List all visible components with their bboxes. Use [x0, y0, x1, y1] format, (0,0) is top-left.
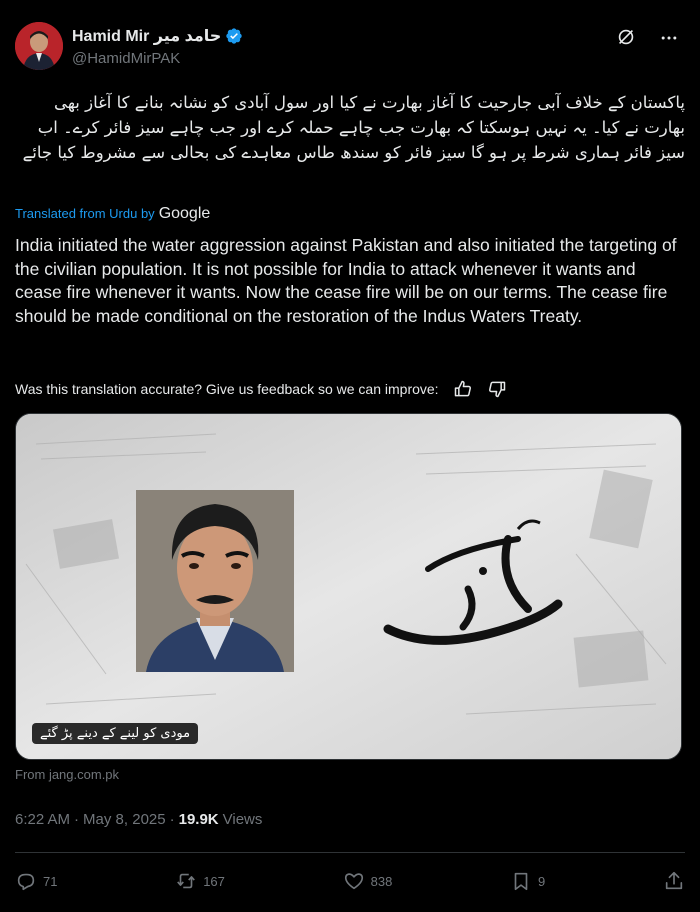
views-label: Views	[222, 811, 263, 828]
reply-icon	[15, 870, 37, 892]
avatar[interactable]	[15, 22, 63, 70]
tweet-time[interactable]: 6:22 AM	[15, 811, 71, 828]
share-button[interactable]	[663, 870, 685, 892]
bookmark-count: 9	[538, 873, 546, 889]
author-photo	[136, 490, 294, 672]
action-bar	[15, 866, 685, 896]
repost-count: 167	[203, 873, 225, 889]
tweet-meta	[15, 811, 262, 828]
link-card[interactable]	[15, 413, 682, 760]
like-button[interactable]	[343, 870, 393, 892]
views-count: 19.9K	[178, 811, 219, 828]
grok-icon[interactable]	[615, 26, 637, 48]
author-handle[interactable]: @HamidMirPAK	[72, 50, 181, 67]
tweet-translated-text: India initiated the water aggression against Pakistan and also initiated the targeting of the civilian population. It is not possible for India to attack whenever it wants and cease fire whenever it wants. Now the cease fire will be on our terms. The cease fire should be made conditional on the restoration of the Indus Waters Treaty.	[15, 235, 677, 326]
repost-icon	[175, 870, 197, 892]
verified-badge-icon	[225, 27, 243, 45]
feedback-prompt: Was this translation accurate? Give us feedback so we can improve:	[15, 381, 439, 397]
tweet-original-text: پاکستان کے خلاف آبی جارحیت کا آغاز بھارت نے کیا اور سول آبادی کو نشانہ بنانے کا آغاز بھی بھارت نے کیا۔ یہ نہیں ہوسکتا کہ بھارت جب چاہے حملہ کرے اور جب چاہے سیز فائر کرے۔ اب سیز فائر ہماری شرط پر ہو گا سیز فائر کو سندھ طاس معاہدے کی بحالی سے مشروط کیا جائے	[22, 93, 685, 162]
more-icon[interactable]	[659, 28, 679, 48]
bookmark-button[interactable]	[510, 870, 545, 892]
google-logo: Google	[158, 205, 211, 222]
author-display-name[interactable]: Hamid Mir حامد میر	[72, 28, 222, 45]
jang-logo	[368, 509, 568, 669]
repost-button[interactable]	[175, 870, 225, 892]
reply-count: 71	[43, 873, 58, 889]
newspaper-background	[16, 414, 682, 760]
meta-separator: ·	[74, 811, 80, 828]
share-icon	[663, 870, 685, 892]
like-count: 838	[370, 873, 393, 889]
author-name-row[interactable]	[72, 26, 243, 46]
tweet-date[interactable]: May 8, 2025	[83, 811, 166, 828]
meta-separator-2: ·	[169, 811, 175, 828]
tweet-header	[15, 22, 685, 72]
thumbs-down-icon[interactable]	[487, 379, 507, 399]
translation-feedback	[15, 379, 507, 399]
card-source[interactable]: From jang.com.pk	[15, 767, 120, 782]
like-icon	[343, 870, 365, 892]
translated-from-link[interactable]: Translated from Urdu by	[15, 206, 155, 221]
thumbs-up-icon[interactable]	[453, 379, 473, 399]
divider	[15, 852, 685, 853]
bookmark-icon	[510, 870, 532, 892]
reply-button[interactable]	[15, 870, 57, 892]
translation-attribution	[15, 205, 210, 223]
card-caption: مودی کو لینے کے دینے پڑ گئے	[32, 723, 198, 744]
